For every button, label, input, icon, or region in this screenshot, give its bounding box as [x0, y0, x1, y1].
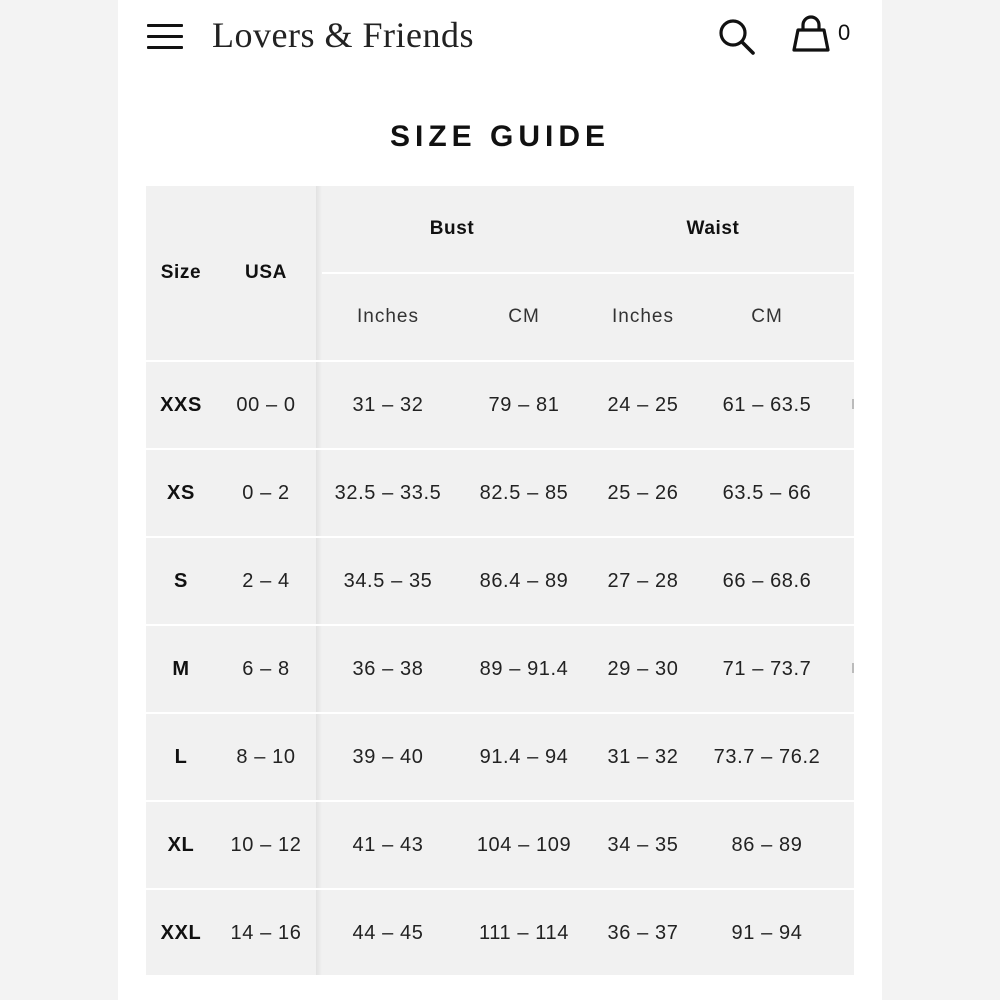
cell-bust-inches: 34.5 – 35 [343, 569, 433, 592]
cell-waist-inches: 31 – 32 [607, 745, 679, 768]
page-title: SIZE GUIDE [389, 120, 611, 153]
cell-size: XXS [160, 393, 202, 416]
cell-waist-inches: 36 – 37 [607, 921, 679, 944]
cell-usa: 6 – 8 [242, 657, 290, 680]
menu-line [147, 46, 183, 49]
cell-waist-cm: 66 – 68.6 [722, 569, 812, 592]
header-waist-cm: CM [751, 306, 783, 327]
cell-waist-cm: 73.7 – 76.2 [713, 745, 821, 768]
clipped-column-hint [852, 663, 854, 673]
size-guide-table [146, 186, 854, 975]
header-waist: Waist [686, 218, 740, 239]
cell-size: S [174, 569, 188, 592]
cell-waist-inches: 24 – 25 [607, 393, 679, 416]
cell-usa: 0 – 2 [242, 481, 290, 504]
cell-size: L [174, 745, 188, 768]
menu-line [147, 24, 183, 27]
shopping-bag-icon[interactable] [792, 14, 830, 54]
cell-usa: 00 – 0 [236, 393, 296, 416]
cell-bust-cm: 104 – 109 [476, 833, 572, 856]
cell-usa: 14 – 16 [230, 921, 302, 944]
cell-usa: 8 – 10 [236, 745, 296, 768]
cell-size: XL [167, 833, 195, 856]
cell-waist-cm: 71 – 73.7 [722, 657, 812, 680]
cell-bust-inches: 36 – 38 [352, 657, 424, 680]
cell-bust-inches: 41 – 43 [352, 833, 424, 856]
header-size: Size [160, 262, 202, 283]
cell-waist-cm: 91 – 94 [731, 921, 803, 944]
header-waist-inches: Inches [612, 306, 674, 327]
cell-waist-inches: 34 – 35 [607, 833, 679, 856]
cell-bust-cm: 91.4 – 94 [479, 745, 569, 768]
brand-logo[interactable]: Lovers & Friends [212, 15, 474, 55]
cell-bust-cm: 86.4 – 89 [479, 569, 569, 592]
cart-count-badge[interactable]: 0 [838, 20, 851, 45]
cell-waist-cm: 63.5 – 66 [722, 481, 812, 504]
cell-size: M [172, 657, 190, 680]
cell-waist-inches: 27 – 28 [607, 569, 679, 592]
cell-waist-cm: 86 – 89 [731, 833, 803, 856]
cell-waist-cm: 61 – 63.5 [722, 393, 812, 416]
cell-usa: 10 – 12 [230, 833, 302, 856]
cell-bust-inches: 32.5 – 33.5 [334, 481, 442, 504]
cell-bust-cm: 79 – 81 [488, 393, 560, 416]
cell-size: XS [167, 481, 195, 504]
cell-bust-cm: 89 – 91.4 [479, 657, 569, 680]
cell-waist-inches: 29 – 30 [607, 657, 679, 680]
header-bust: Bust [429, 218, 475, 239]
header-bust-inches: Inches [357, 306, 419, 327]
menu-line [147, 35, 183, 38]
header-usa: USA [245, 262, 287, 283]
cell-bust-inches: 31 – 32 [352, 393, 424, 416]
cell-usa: 2 – 4 [242, 569, 290, 592]
cell-bust-inches: 39 – 40 [352, 745, 424, 768]
clipped-column-hint [852, 399, 854, 409]
cell-bust-inches: 44 – 45 [352, 921, 424, 944]
search-icon[interactable] [717, 17, 757, 57]
header-bust-cm: CM [508, 306, 540, 327]
cell-size: XXL [160, 921, 202, 944]
hamburger-menu-icon[interactable] [147, 22, 183, 52]
cell-waist-inches: 25 – 26 [607, 481, 679, 504]
cell-bust-cm: 111 – 114 [479, 921, 569, 944]
cell-bust-cm: 82.5 – 85 [479, 481, 569, 504]
